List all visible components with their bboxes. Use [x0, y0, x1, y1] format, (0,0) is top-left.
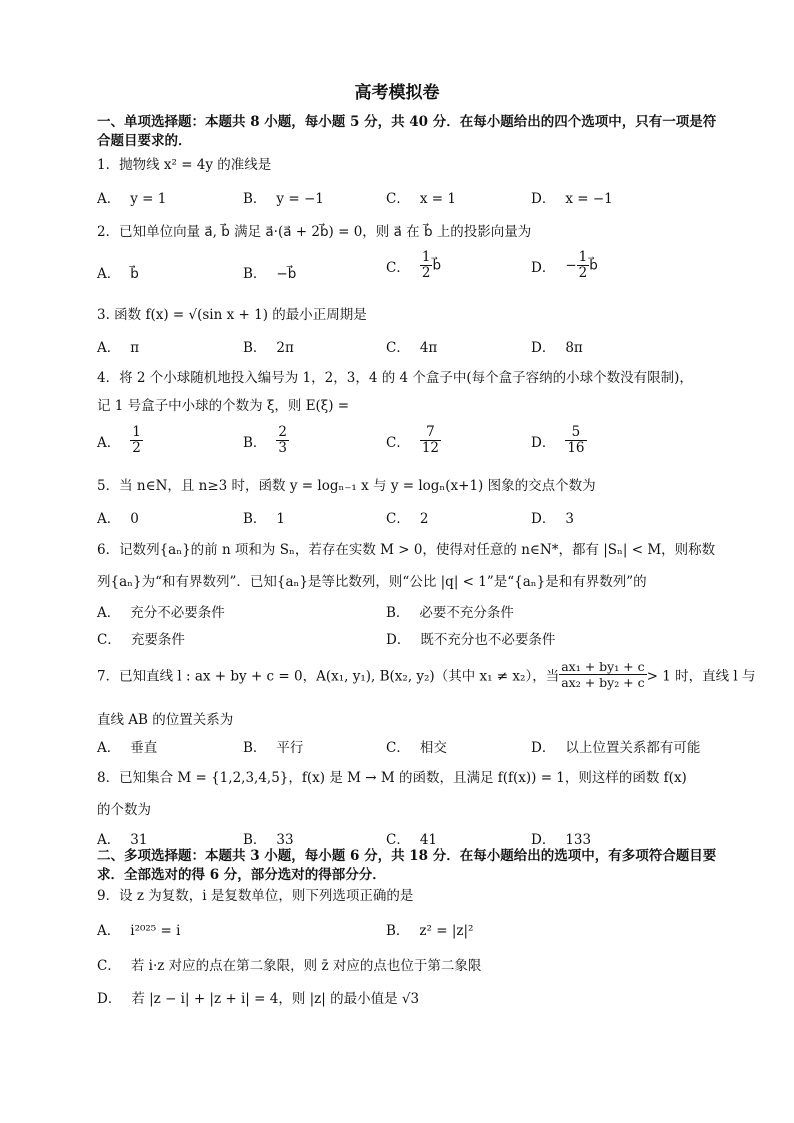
q2-option-c[interactable]: C． $\frac{1}{2}$ b⃗ [386, 249, 442, 281]
fraction: $\frac{7}{12}$ [421, 424, 440, 456]
question-3-stem: 3. 函数 f(x) = √(sin x + 1) 的最小正周期是 [97, 307, 367, 323]
q2-option-a[interactable]: A． b⃗ [97, 266, 139, 282]
q5-option-a[interactable]: A． 0 [97, 511, 139, 527]
q7-option-b[interactable]: B． 平行 [243, 740, 304, 756]
q1-option-b[interactable]: B． y = −1 [243, 191, 324, 207]
question-6-stem-line-1: 6．记数列{aₙ}的前 n 项和为 Sₙ，若存在实数 M > 0，使得对任意的 n∈N*，都有 |Sₙ| < M，则称数 [97, 542, 716, 558]
question-8-stem-line-2: 的个数为 [97, 802, 151, 818]
section-2-heading: 二、多项选择题：本题共 3 小题，每小题 6 分，共 18 分．在每小题给出的选项中，有多项符合题目要求．全部选对的得 6 分，部分选对的得部分分． [97, 848, 717, 883]
q6-option-b[interactable]: B． 必要不充分条件 [386, 605, 514, 621]
question-5-stem: 5．当 n∈N，且 n≥3 时，函数 y = logₙ₋₁ x 与 y = logₙ(x+1) 图象的交点个数为 [97, 478, 596, 494]
q6-option-a[interactable]: A． 充分不必要条件 [97, 605, 225, 621]
q6-option-c[interactable]: C． 充要条件 [97, 632, 185, 648]
q9-option-c[interactable]: C． 若 i·z 对应的点在第二象限，则 z̄ 对应的点也位于第二象限 [97, 958, 482, 974]
q3-option-d[interactable]: D． 8π [531, 340, 583, 356]
q9-option-a[interactable]: A． i²⁰²⁵ = i [97, 923, 181, 939]
q3-option-c[interactable]: C． 4π [386, 340, 438, 356]
fraction: $\frac{1}{2}$ [578, 249, 588, 281]
question-6-stem-line-2: 列{aₙ}为“和有界数列”．已知{aₙ}是等比数列，则“公比 |q| < 1”是“{aₙ}是和有界数列”的 [97, 574, 647, 590]
q9-option-b[interactable]: B． z² = |z|² [386, 923, 474, 939]
question-9-stem: 9．设 z 为复数，i 是复数单位，则下列选项正确的是 [97, 888, 414, 904]
question-7-stem-line-2: 直线 AB 的位置关系为 [97, 712, 234, 728]
section-1-heading: 一、单项选择题：本题共 8 小题，每小题 5 分，共 40 分．在每小题给出的四个选项中，只有一项是符合题目要求的． [97, 114, 717, 149]
fraction: $\frac{5}{16}$ [567, 424, 585, 456]
question-1-stem: 1．抛物线 x² = 4y 的准线是 [97, 157, 272, 173]
q5-option-d[interactable]: D． 3 [531, 511, 574, 527]
fraction: $\frac{1}{2}$ [132, 424, 141, 456]
q4-option-a[interactable]: A． $\frac{1}{2}$ [97, 424, 141, 456]
q4-option-b[interactable]: B． $\frac{2}{3}$ [243, 424, 288, 456]
q8-option-a[interactable]: A． 31 [97, 832, 148, 848]
q8-option-c[interactable]: C． 41 [386, 832, 438, 848]
q1-option-a[interactable]: A． y = 1 [97, 191, 167, 207]
q7-option-a[interactable]: A． 垂直 [97, 740, 158, 756]
question-7-stem-line-1: 7．已知直线 l : ax + by + c = 0，A(x₁, y₁), B(x₂, y₂)（其中 x₁ ≠ x₂），当 $\frac{\text{ax₁ + by₁ + c}}{\text{ax₂ + by₂ + c}}$ > 1 时，直线 l 与 [97, 659, 756, 690]
q7-option-d[interactable]: D． 以上位置关系都有可能 [531, 740, 701, 756]
q1-option-c[interactable]: C． x = 1 [386, 191, 456, 207]
q4-option-d[interactable]: D． $\frac{5}{16}$ [531, 424, 585, 456]
q2-option-b[interactable]: B． −b⃗ [243, 266, 297, 282]
q2-option-d[interactable]: D． − $\frac{1}{2}$ b⃗ [531, 249, 598, 281]
fraction: $\frac{2}{3}$ [278, 424, 288, 456]
question-4-stem-line-2: 记 1 号盒子中小球的个数为 ξ，则 E(ξ) = [97, 398, 350, 414]
q6-option-d[interactable]: D． 既不充分也不必要条件 [386, 632, 556, 648]
q1-option-d[interactable]: D． x = −1 [531, 191, 613, 207]
q5-option-c[interactable]: C． 2 [386, 511, 429, 527]
page-title: 高考模拟卷 [354, 83, 440, 103]
question-4-stem-line-1: 4．将 2 个小球随机地投入编号为 1，2，3，4 的 4 个盒子中(每个盒子容纳的小球个数没有限制)， [97, 370, 693, 386]
q4-option-c[interactable]: C． $\frac{7}{12}$ [386, 424, 440, 456]
q3-option-b[interactable]: B． 2π [243, 340, 294, 356]
fraction: $\frac{\text{ax₁ + by₁ + c}}{\text{ax₂ + by₂ + c}}$ [561, 659, 645, 690]
q8-option-b[interactable]: B． 33 [243, 832, 294, 848]
question-8-stem-line-1: 8．已知集合 M = {1,2,3,4,5}，f(x) 是 M → M 的函数，且满足 f(f(x)) = 1，则这样的函数 f(x) [97, 770, 687, 786]
q8-option-d[interactable]: D． 133 [531, 832, 592, 848]
q9-option-d[interactable]: D． 若 |z − i| + |z + i| = 4，则 |z| 的最小值是 √3 [97, 991, 420, 1007]
q5-option-b[interactable]: B． 1 [243, 511, 286, 527]
q3-option-a[interactable]: A． π [97, 340, 140, 356]
question-2-stem: 2．已知单位向量 a⃗, b⃗ 满足 a⃗·(a⃗ + 2b⃗) = 0，则 a⃗ 在 b⃗ 上的投影向量为 [97, 224, 532, 240]
fraction: $\frac{1}{2}$ [421, 249, 431, 281]
q7-option-c[interactable]: C． 相交 [386, 740, 447, 756]
